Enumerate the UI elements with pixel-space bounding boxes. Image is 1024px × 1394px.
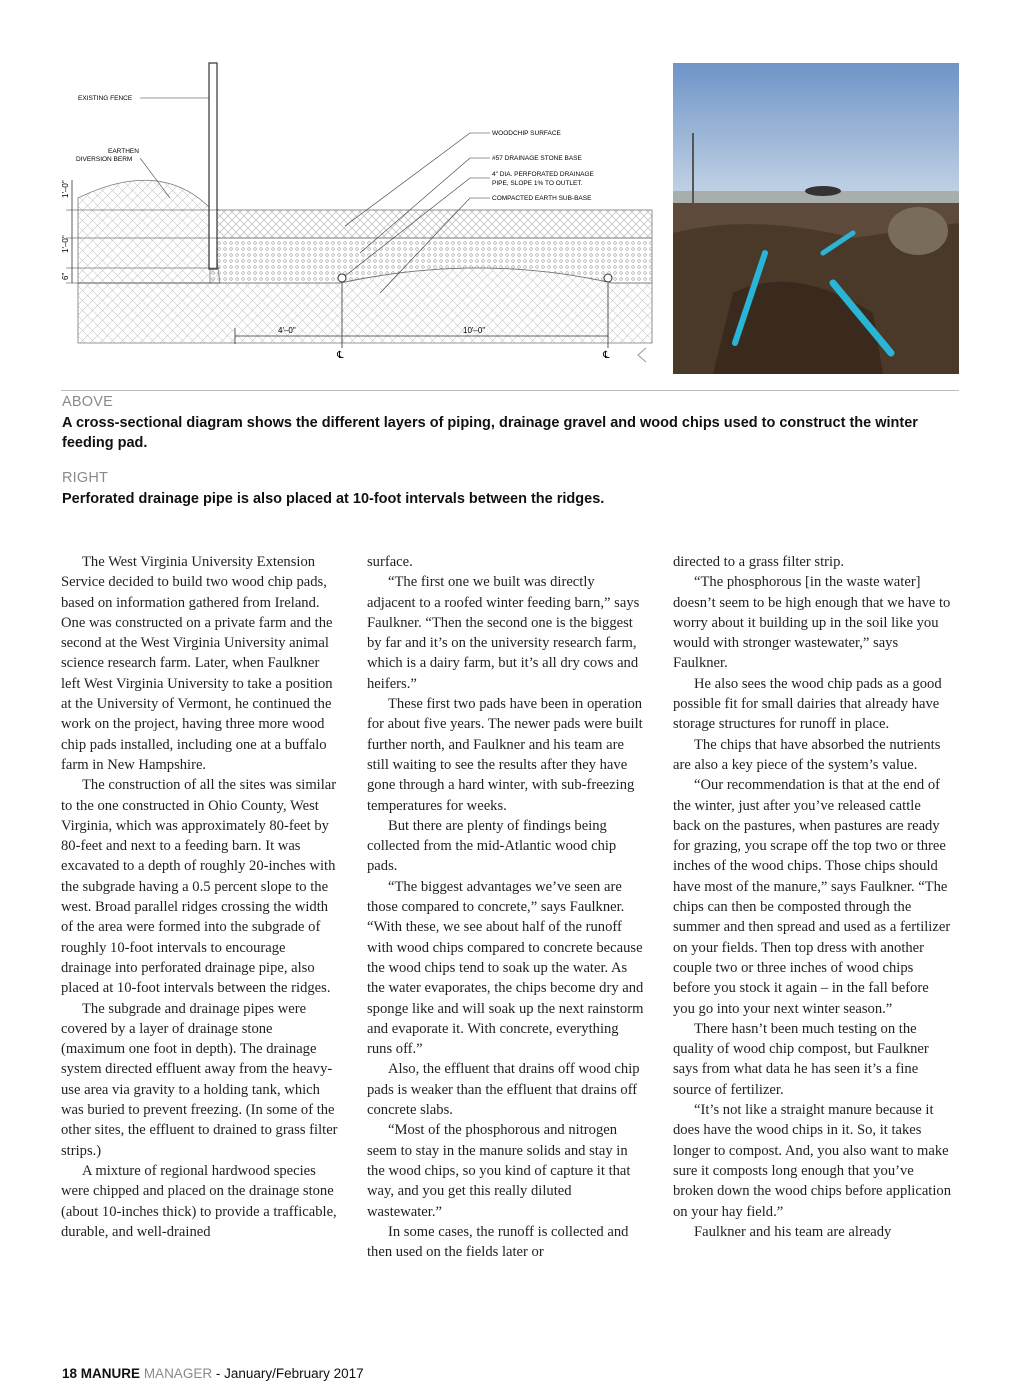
label-stone-base: #57 DRAINAGE STONE BASE — [492, 155, 582, 162]
article-column-2 — [367, 552, 645, 1262]
paragraph: There hasn’t been much testing on the quality of wood chip compost, but Faulkner says from what data he has seen it’s a fine source of fertilizer. — [673, 1020, 929, 1098]
page-footer — [62, 1366, 364, 1381]
paragraph: directed to a grass filter strip. — [673, 554, 845, 570]
magazine-name-light: MANAGER — [143, 1366, 213, 1381]
paragraph: Faulkner and his team are already — [694, 1223, 892, 1240]
paragraph: A mixture of regional hardwood species were chipped and placed on the drainage stone (about 10-inches thick) to provide a trafficable, durable, and well-drained — [61, 1162, 337, 1240]
centerline-left: ℄ — [337, 350, 344, 361]
dim-top: 1'–0" — [61, 180, 70, 198]
label-existing-fence: EXISTING FENCE — [78, 95, 133, 102]
dim-left-label: 4'–0" — [278, 326, 296, 335]
drainage-pipe-right — [604, 274, 612, 282]
dim-bottom: 6" — [61, 272, 70, 280]
caption-above-text: A cross-sectional diagram shows the different layers of piping, drainage gravel and wood chips used to construct the winter feeding pad. — [62, 415, 918, 451]
woodchip-layer — [210, 210, 652, 238]
article-column-3 — [673, 552, 951, 1242]
caption-divider — [61, 390, 959, 391]
earthen-berm — [78, 180, 220, 283]
issue-date: - January/February 2017 — [215, 1366, 364, 1381]
paragraph: In some cases, the runoff is collected and then used on the fields later or — [367, 1223, 629, 1261]
paragraph: surface. — [367, 554, 413, 570]
paragraph: “The first one we built was directly adjacent to a roofed winter feeding barn,” says Faulkner. “Then the second one is the biggest by far and it’s on the university research farm, which is a dairy farm, but it’s all dry cows and heifers.” — [367, 574, 640, 692]
paragraph: “The biggest advantages we’ve seen are those compared to concrete,” says Faulkner. “With these, we see about half of the runoff with wood chips compared to concrete because the wood chips tend to soak up the water. As the water evaporates, the chips become dry and sponge like and will soak up the next rainstorm and evaporate it. With concrete, everything runs off.” — [367, 878, 644, 1058]
paragraph: “Our recommendation is that at the end of the winter, just after you’ve released cattle back on the pastures, when pastures are ready for grazing, you scrape off the top two or three inches of the wood chips. Those chips should have most of the manure,” says Faulkner. “The chips can then be composted through the summer and then spread and used as a fertilizer on your fields. Then top dress with another couple two or three inches of wood chips before you stock it again – in the fall before you go into your next winter season.” — [673, 777, 951, 1017]
page-number: 18 — [62, 1366, 78, 1381]
paragraph: “Most of the phosphorous and nitrogen seem to stay in the manure solids and stay in the wood chips, so you kind of capture it that way, and you get this really diluted wastewater.” — [367, 1122, 631, 1220]
article-column-1 — [61, 552, 339, 1242]
label-berm-2: DIVERSION BERM — [76, 156, 133, 163]
centerline-right: ℄ — [603, 350, 610, 361]
drainage-pipe-photo — [673, 63, 959, 374]
label-subbase: COMPACTED EARTH SUB-BASE — [492, 195, 592, 202]
caption-right-label: RIGHT — [62, 470, 109, 486]
paragraph: But there are plenty of findings being collected from the mid-Atlantic wood chip pads. — [367, 817, 617, 875]
paragraph: Also, the effluent that drains off wood chip pads is weaker than the effluent that drains off concrete slabs. — [367, 1061, 640, 1119]
paragraph: “It’s not like a straight manure because it does have the wood chips in it. So, it takes longer to compost. And, you also want to make sure it composts long enough that you’ve broken down the wood chips before application on your hay field.” — [673, 1102, 952, 1220]
label-woodchip-surface: WOODCHIP SURFACE — [492, 130, 561, 137]
magazine-name-bold: MANURE — [80, 1366, 141, 1381]
label-pipe-1: 4" DIA. PERFORATED DRAINAGE — [492, 171, 594, 178]
paragraph: The construction of all the sites was similar to the one constructed in Ohio County, West Virginia, which was approximately 80-feet by 80-feet and next to a feeding barn. It was excavated to a depth of roughly 20-inches with the subgrade having a 0.5 percent slope to the west. Broad parallel ridges crossing the width of the area were formed into the subgrade of roughly 10-foot intervals to encourage drainage into perforated drainage pipe, also placed at 10-foot intervals between the ridges. — [61, 777, 337, 997]
paragraph: The chips that have absorbed the nutrients are also a key piece of the system’s value. — [673, 736, 941, 773]
cross-section-diagram — [60, 48, 654, 378]
dim-mid: 1'–0" — [61, 235, 70, 253]
caption-right-text: Perforated drainage pipe is also placed at 10-foot intervals between the ridges. — [62, 491, 605, 507]
paragraph: He also sees the wood chip pads as a good possible fit for small dairies that already have storage structures for runoff in place. — [673, 675, 942, 733]
drainage-pipe-left — [338, 274, 346, 282]
label-pipe-2: PIPE, SLOPE 1% TO OUTLET. — [492, 180, 583, 187]
paragraph: These first two pads have been in operation for about five years. The newer pads were built further north, and Faulkner and his team are still waiting to see the results after they have gone through a hard winter, with sub-freezing temperatures for weeks. — [367, 696, 643, 814]
caption-above-label: ABOVE — [62, 394, 113, 410]
label-berm-1: EARTHEN — [108, 148, 139, 155]
dim-right-label: 10'–0" — [463, 326, 486, 335]
paragraph: The West Virginia University Extension Service decided to build two wood chip pads, based on information gathered from Ireland. One was constructed on a private farm and the second at the West Virginia University animal science research farm. Later, when Faulkner left West Virginia University to take a position at the University of Vermont, he continued the work on the project, having three more wood chip pads installed, including one at a buffalo farm in New Hampshire. — [61, 554, 333, 773]
paragraph: “The phosphorous [in the waste water] doesn’t seem to be high enough that we have to worry about it building up in the soil like you would with stronger wastewater,” says Faulkner. — [673, 574, 951, 672]
paragraph: The subgrade and drainage pipes were covered by a layer of drainage stone (maximum one foot in depth). The drainage system directed effluent away from the heavy-use area via gravity to a holding tank, which was buried to prevent freezing. (In some of the other sites, the effluent to drained to grass filter strips.) — [61, 1000, 338, 1159]
